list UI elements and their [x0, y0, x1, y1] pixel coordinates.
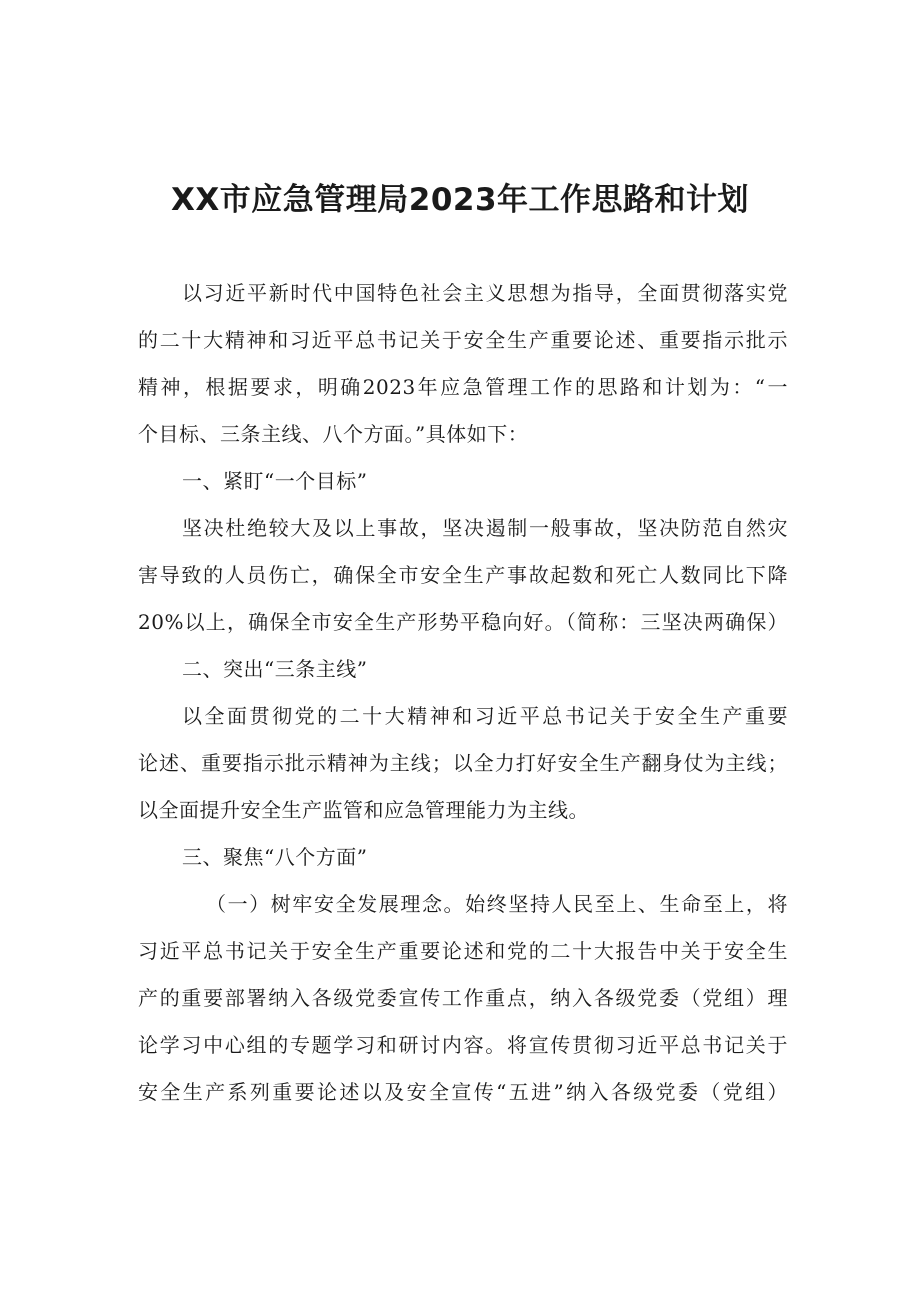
paragraph-line: 的二十大精神和习近平总书记关于安全生产重要论述、重要指示批示 — [138, 328, 788, 352]
paragraph-line: 以全面提升安全生产监管和应急管理能力为主线。 — [138, 798, 589, 822]
paragraph-line: 害导致的人员伤亡，确保全市安全生产事故起数和死亡人数同比下降 — [138, 563, 788, 587]
section-heading-2: 二、突出“三条主线” — [182, 657, 368, 681]
paragraph-line: 坚决杜绝较大及以上事故，坚决遏制一般事故，坚决防范自然灾 — [182, 516, 788, 540]
paragraph-line: （一）树牢安全发展理念。始终坚持人民至上、生命至上，将 — [206, 892, 788, 916]
paragraph-line: 习近平总书记关于安全生产重要论述和党的二十大报告中关于安全生 — [138, 939, 788, 963]
paragraph-line: 个目标、三条主线、八个方面。”具体如下： — [138, 422, 529, 446]
document-title: XX市应急管理局2023年工作思路和计划 — [170, 182, 750, 218]
paragraph-line: 论述、重要指示批示精神为主线；以全力打好安全生产翻身仗为主线； — [138, 751, 788, 775]
section-heading-1: 一、紧盯“一个目标” — [182, 469, 368, 493]
paragraph-line: 安全生产系列重要论述以及安全宣传“五进”纳入各级党委（党组） — [138, 1080, 788, 1104]
paragraph-line: 论学习中心组的专题学习和研讨内容。将宣传贯彻习近平总书记关于 — [138, 1033, 788, 1057]
paragraph-line: 产的重要部署纳入各级党委宣传工作重点，纳入各级党委（党组）理 — [138, 986, 788, 1010]
paragraph-line: 20%以上，确保全市安全生产形势平稳向好。（简称：三坚决两确保） — [138, 610, 788, 634]
paragraph-line: 以全面贯彻党的二十大精神和习近平总书记关于安全生产重要 — [182, 704, 788, 728]
document-body — [138, 270, 788, 1116]
paragraph-line: 精神，根据要求，明确2023年应急管理工作的思路和计划为：“一 — [138, 375, 788, 399]
section-heading-3: 三、聚焦“八个方面” — [182, 845, 368, 869]
paragraph-line: 以习近平新时代中国特色社会主义思想为指导，全面贯彻落实党 — [182, 281, 788, 305]
